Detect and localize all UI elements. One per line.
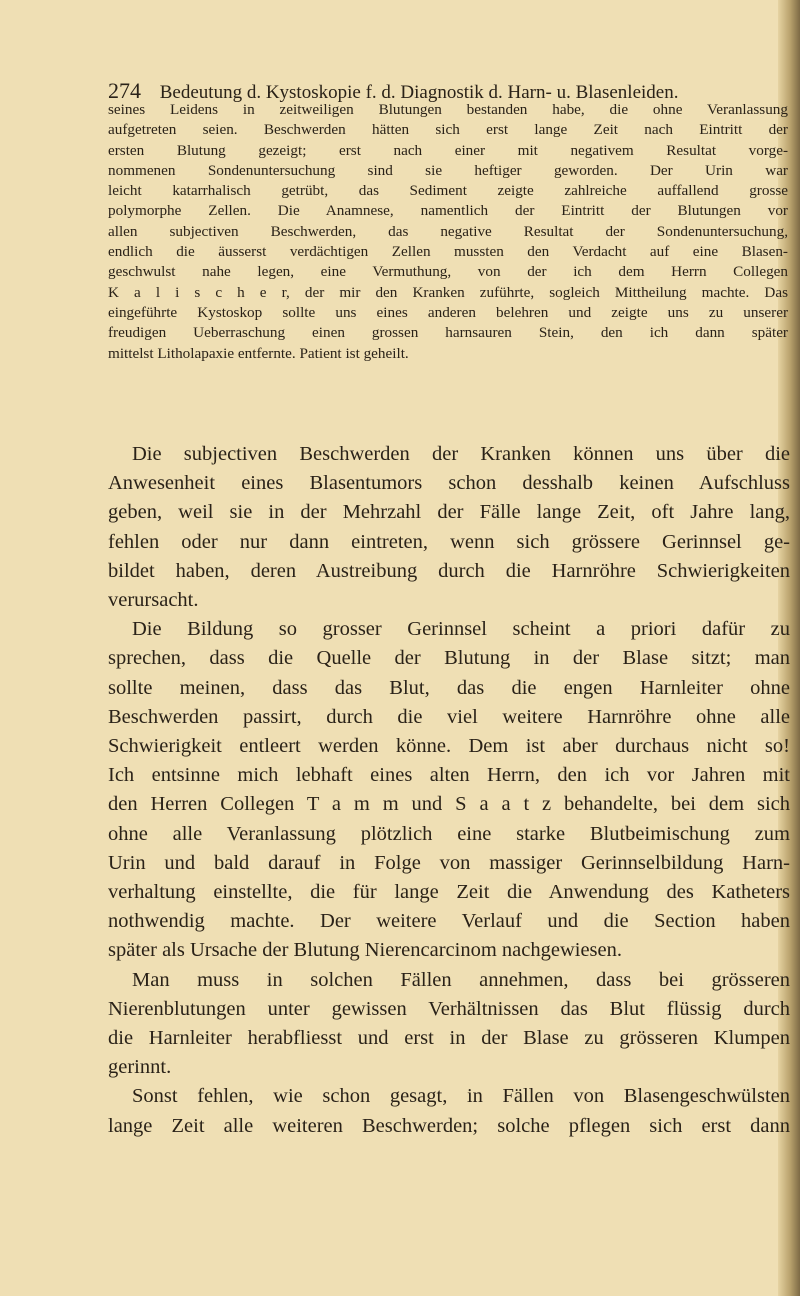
text-line: Ich entsinne mich lebhaft eines alten Herrn, den ich vor Jahren mit bbox=[108, 764, 790, 787]
text-line: Sonst fehlen, wie schon gesagt, in Fällen von Blasengeschwülsten bbox=[132, 1085, 790, 1108]
text-line: fehlen oder nur dann eintreten, wenn sich grössere Gerinnsel ge- bbox=[108, 530, 790, 553]
paragraph bbox=[108, 966, 790, 1083]
text-line: allen subjectiven Beschwerden, das negative Resultat der Sondenuntersuchung, bbox=[108, 222, 788, 240]
text-line: verhaltung einstellte, die für lange Zeit die Anwendung des Katheters bbox=[108, 881, 790, 904]
text-line: Nierenblutungen unter gewissen Verhältnissen das Blut flüssig durch bbox=[108, 997, 790, 1020]
text-line: später als Ursache der Blutung Nierencarcinom nachgewiesen. bbox=[108, 939, 623, 962]
paragraph bbox=[108, 615, 790, 965]
page-number: 274 bbox=[108, 78, 141, 103]
text-line: mittelst Litholapaxie entfernte. Patient ist geheilt. bbox=[108, 344, 409, 362]
text-line: Die subjectiven Beschwerden der Kranken können uns über die bbox=[132, 443, 790, 465]
text-line: eingeführte Kystoskop sollte uns eines anderen belehren und zeigte uns zu unserer bbox=[108, 303, 788, 321]
text-line: Beschwerden passirt, durch die viel weitere Harnröhre ohne alle bbox=[108, 705, 790, 728]
text-line: verursacht. bbox=[108, 589, 199, 612]
text-line: Man muss in solchen Fällen annehmen, dass bei grösseren bbox=[132, 968, 790, 991]
text-line: die Harnleiter herabfliesst und erst in der Blase zu grösseren Klumpen bbox=[108, 1027, 790, 1050]
text-line: Anwesenheit eines Blasentumors schon desshalb keinen Aufschluss bbox=[108, 472, 790, 495]
text-line: Urin und bald darauf in Folge von massiger Gerinnselbildung Harn- bbox=[108, 851, 790, 874]
text-line: geben, weil sie in der Mehrzahl der Fälle lange Zeit, oft Jahre lang, bbox=[108, 501, 790, 524]
text-line: aufgetreten seien. Beschwerden hätten sich erst lange Zeit nach Eintritt der bbox=[108, 121, 788, 139]
paragraph bbox=[108, 1082, 790, 1140]
text-line: den Herren Collegen T a m m und S a a t z behandelte, bei dem sich bbox=[108, 793, 790, 816]
text-line: ersten Blutung gezeigt; erst nach einer mit negativem Resultat vorge- bbox=[108, 141, 788, 159]
text-line: freudigen Ueberraschung einen grossen harnsauren Stein, den ich dann später bbox=[108, 324, 788, 342]
text-line: Die Bildung so grosser Gerinnsel scheint a priori dafür zu bbox=[132, 618, 790, 641]
text-line: Schwierigkeit entleert werden könne. Dem ist aber durchaus nicht so! bbox=[108, 735, 790, 758]
text-line: nothwendig machte. Der weitere Verlauf und die Section haben bbox=[108, 910, 790, 933]
text-line: seines Leidens in zeitweiligen Blutungen bestanden habe, die ohne Veranlassung bbox=[108, 101, 788, 118]
text-line: leicht katarrhalisch getrübt, das Sediment zeigte zahlreiche auffallend grosse bbox=[108, 182, 788, 200]
text-line: ohne alle Veranlassung plötzlich eine starke Blutbeimischung zum bbox=[108, 822, 790, 845]
body-text bbox=[108, 440, 790, 1141]
text-line: sprechen, dass die Quelle der Blutung in der Blase sitzt; man bbox=[108, 647, 790, 670]
text-line: K a l i s c h e r, der mir den Kranken zuführte, sogleich Mittheilung machte. Das bbox=[108, 283, 788, 301]
text-line: nommenen Sondenuntersuchung sind sie heftiger geworden. Der Urin war bbox=[108, 161, 788, 179]
text-line: endlich die äusserst verdächtigen Zellen mussten den Verdacht auf eine Blasen- bbox=[108, 243, 788, 261]
text-line: gerinnt. bbox=[108, 1056, 172, 1079]
running-title: Bedeutung d. Kystoskopie f. d. Diagnostik d. Harn- u. Blasenleiden. bbox=[159, 82, 679, 103]
text-line: sollte meinen, dass das Blut, das die engen Harnleiter ohne bbox=[108, 676, 790, 699]
text-line: geschwulst nahe legen, eine Vermuthung, von der ich dem Herrn Collegen bbox=[108, 263, 788, 281]
text-line: bildet haben, deren Austreibung durch die Harnröhre Schwierigkeiten bbox=[108, 559, 790, 582]
text-line: lange Zeit alle weiteren Beschwerden; solche pflegen sich erst dann bbox=[108, 1114, 790, 1137]
small-print-paragraph bbox=[108, 100, 788, 364]
paragraph bbox=[108, 440, 790, 615]
text-line: polymorphe Zellen. Die Anamnese, namentlich der Eintritt der Blutungen vor bbox=[108, 202, 788, 220]
